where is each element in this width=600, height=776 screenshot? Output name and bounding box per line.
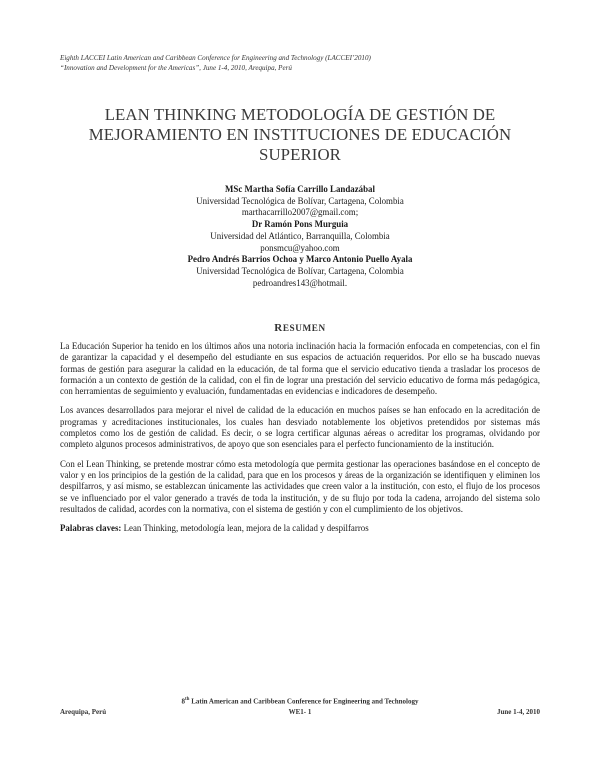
abstract-heading-rest: ESUMEN xyxy=(282,323,326,333)
author-email: ponsmcu@yahoo.com xyxy=(260,242,340,253)
author-block xyxy=(60,184,540,289)
footer-date: June 1-4, 2010 xyxy=(497,708,540,716)
author-affiliation: Universidad Tecnológica de Bolívar, Cartagena, Colombia xyxy=(196,265,404,276)
author-name: MSc Martha Sofía Carrillo Landazábal xyxy=(225,184,375,194)
abstract-paragraph: La Educación Superior ha tenido en los últimos años una notoria inclinación hacia la formación enfocada en competencias, con el fin de garantizar la capacidad y el desempeño del estudiante en sus espacios de actuación requeridos. Por ello se ha buscado nuevas formas de gestión para asegurar la calidad en la educación, de tal forma que el servicio educativo tienda a trasladar los procesos de formación a un contexto de gestión de la calidad, con el fin de lograr una prestación del servicio educativo de forma más pedagógica, con herramientas de seguimiento y evaluación, fundamentadas en evidencias e indicadores de desempeño. xyxy=(60,341,540,397)
title-line2: MEJORAMIENTO EN INSTITUCIONES DE EDUCACIÓN xyxy=(88,125,512,144)
footer-conference xyxy=(60,697,540,705)
author-email: pedroandres143@hotmail. xyxy=(252,277,348,288)
keywords-text: Lean Thinking, metodología lean, mejora de la calidad y despilfarros xyxy=(121,523,369,534)
abstract-paragraph: Con el Lean Thinking, se pretende mostrar cómo esta metodología que permita gestionar las operaciones basándose en el concepto de valor y en los principios de la gestión de la calidad, para que en los procesos y áreas de la organización se identifiquen y eliminen los despilfarros, y así mismo, se establezcan únicamente las actividades que creen valor a la institución, con esto, el flujo de los procesos se ve influenciado por el valor generado a través de toda la institución, y de su flujo por toda la cadena, arrojando del sistema solo resultados de calidad, acordes con la normativa, con el sistema de gestión y con el cumplimiento de los objetivos. xyxy=(60,458,540,514)
author-email: marthacarrillo2007@gmail.com; xyxy=(241,207,359,218)
footer-row xyxy=(60,708,540,718)
author-affiliation: Universidad del Atlántico, Barranquilla, Colombia xyxy=(210,230,390,241)
conference-header-line1: Eighth LACCEI Latin American and Caribbean Conference for Engineering and Technology (LACCEI’2010) xyxy=(60,54,371,62)
footer-conf-ordinal: 8 xyxy=(181,697,186,706)
abstract-paragraph: Los avances desarrollados para mejorar el nivel de calidad de la educación en muchos países se han enfocado en la acreditación de programas y acreditaciones institucionales, los cuales han desviado notablemente los objetivos pretendidos por sistemas más completos como los de gestión de calidad. Es decir, o se logra certificar algunas aéreas o acreditar los programas, olvidando por completo algunos procesos administrativos, de apoyo que son esenciales para el perfecto funcionamiento de la institución. xyxy=(60,405,540,450)
abstract-body xyxy=(60,341,540,542)
author-name: Dr Ramón Pons Murguia xyxy=(251,219,349,230)
title-line3: SUPERIOR xyxy=(259,145,341,164)
author-name: Pedro Andrés Barrios Ochoa y Marco Antonio Puello Ayala xyxy=(187,254,413,265)
abstract-heading-cap: R xyxy=(274,322,283,334)
footer-location: Arequipa, Perú xyxy=(60,708,107,716)
footer-conf-rest: Latin American and Caribbean Conference for Engineering and Technology xyxy=(189,697,419,706)
keywords xyxy=(60,523,540,534)
keywords-label: Palabras claves: xyxy=(60,523,122,534)
conference-header xyxy=(60,53,540,73)
author-affiliation: Universidad Tecnológica de Bolívar, Cartagena, Colombia xyxy=(196,195,404,206)
paper-title xyxy=(60,105,540,165)
footer-page-number: WE1- 1 xyxy=(288,708,312,716)
abstract-heading xyxy=(60,322,540,334)
conference-header-line2: “Innovation and Development for the Americas”, June 1-4, 2010, Arequipa, Perú xyxy=(60,64,292,72)
footer-conf-sup: th xyxy=(185,697,190,702)
title-line1: LEAN THINKING METODOLOGÍA DE GESTIÓN DE xyxy=(104,105,496,124)
